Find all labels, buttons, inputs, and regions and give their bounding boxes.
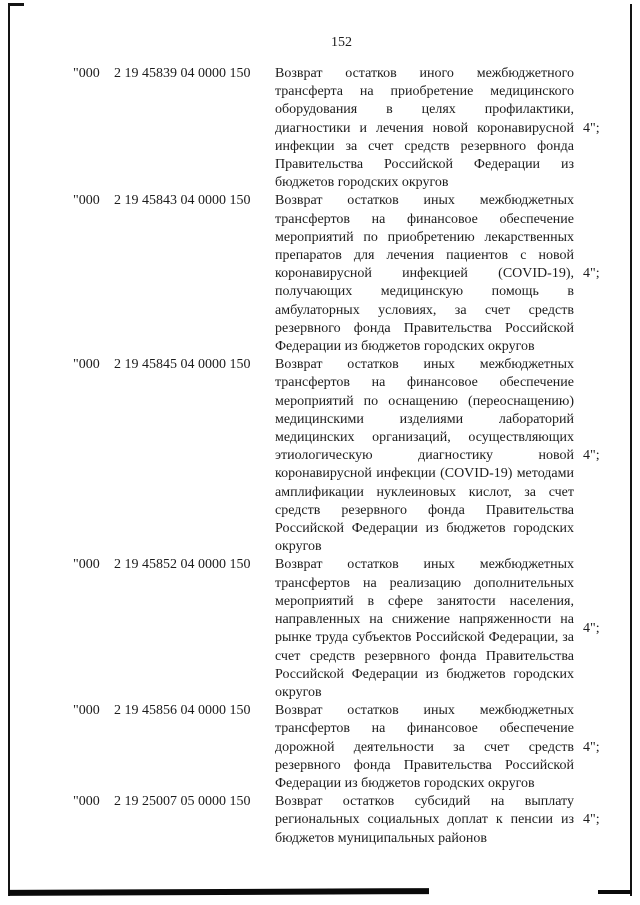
entry-row — [73, 356, 610, 556]
entry-row — [73, 702, 610, 793]
entry-admin-code: "000 — [73, 66, 100, 81]
entry-classification-code: 2 19 45843 04 0000 150 — [114, 193, 251, 209]
entry-classification-code: 2 19 25007 05 0000 150 — [114, 794, 251, 810]
budget-code-entries — [73, 65, 610, 848]
entry-row — [73, 65, 610, 192]
entry-description: Возврат остатков иного межбюджетного трансферта на приобретение медицинского оборудования в целях профилактики, диагностики и лечения новой коронавирусной инфекции за счет средств резервного фонда Правительства Российской Федерации из бюджетов городских округов — [275, 66, 574, 191]
entry-description: Возврат остатков иных межбюджетных трансфертов на финансовое обеспечение дорожной деятельности за счет средств резервного фонда Правительства Российской Федерации из бюджетов городских округов — [275, 703, 574, 791]
entry-description: Возврат остатков иных межбюджетных трансфертов на финансовое обеспечение мероприятий по оснащению (переоснащению) медицинскими изделиями лабораторий медицинских организаций, осуществляющих этиологическую диагностику новой коронавирусной инфекции (COVID-19) методами амплификации нуклеиновых кислот, за счет средств резервного фонда Правительства Российской Федерации из бюджетов городских округов — [275, 357, 574, 555]
entry-row — [73, 556, 610, 702]
scan-mark-bottom — [9, 888, 429, 896]
page-number: 152 — [331, 35, 352, 50]
entry-description: Возврат остатков иных межбюджетных трансфертов на финансовое обеспечение мероприятий по приобретению лекарственных препаратов для лечения пациентов с новой коронавирусной инфекцией (COVID-19), получающих медицинскую помощь в амбулаторных условиях, за счет средств резервного фонда Правительства Российской Федерации из бюджетов городских округов — [275, 193, 574, 355]
entry-closing-marker: 4"; — [583, 120, 600, 136]
entry-admin-code: "000 — [73, 357, 100, 373]
entry-closing-marker: 4"; — [583, 621, 600, 637]
entry-admin-code: "000 — [73, 557, 100, 573]
entry-classification-code: 2 19 45839 04 0000 150 — [114, 66, 251, 81]
entry-closing-marker: 4"; — [583, 739, 600, 755]
scan-mark-bottom-right — [598, 890, 632, 894]
entry-classification-code: 2 19 45856 04 0000 150 — [114, 703, 251, 719]
entry-description: Возврат остатков иных межбюджетных трансфертов на реализацию дополнительных мероприятий в сфере занятости населения, направленных на снижение напряженности на рынке труда субъектов Российской Федерации, за счет средств резервного фонда Правительства Российской Федерации из бюджетов городских округов — [275, 557, 574, 700]
entry-admin-code: "000 — [73, 794, 100, 810]
entry-classification-code: 2 19 45852 04 0000 150 — [114, 557, 251, 573]
entry-closing-marker: 4"; — [583, 812, 600, 828]
entry-classification-code: 2 19 45845 04 0000 150 — [114, 357, 251, 373]
entry-closing-marker: 4"; — [583, 266, 600, 282]
entry-closing-marker: 4"; — [583, 448, 600, 464]
entry-admin-code: "000 — [73, 193, 100, 209]
entry-row — [73, 192, 610, 356]
entry-description: Возврат остатков субсидий на выплату региональных социальных доплат к пенсии из бюджетов муниципальных районов — [275, 794, 574, 846]
entry-admin-code: "000 — [73, 703, 100, 719]
entry-row — [73, 793, 610, 848]
